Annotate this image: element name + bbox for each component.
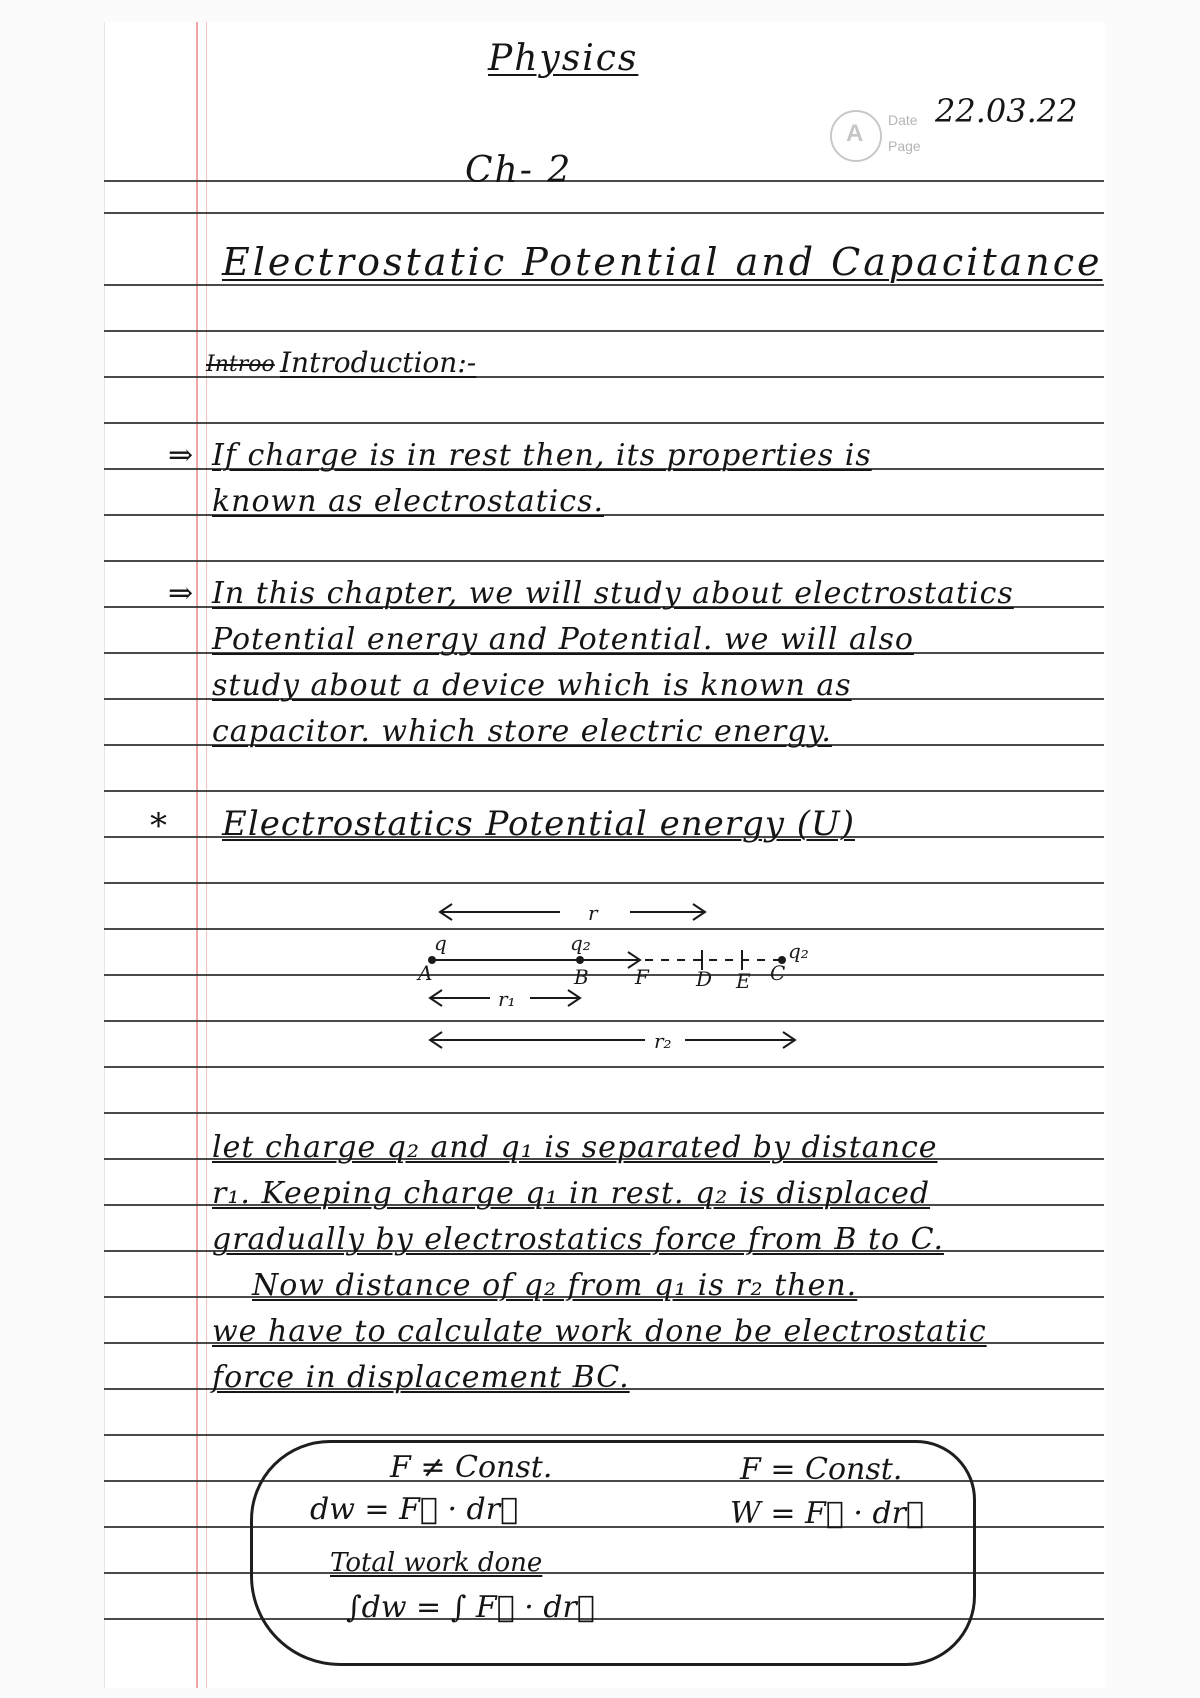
total-work-equation: ∫dw = ∫ F⃗ · dr⃗ [346,1590,595,1625]
label-r1: r₁ [498,987,516,1011]
total-work-label: Total work done [330,1548,543,1578]
para2-line4: capacitor. which store electric energy. [212,714,832,749]
ruled-line [104,284,1104,286]
para2-line3: study about a device which is known as [212,668,852,703]
ruled-line [104,1434,1104,1436]
bullet-marker: ⇒ [168,438,195,473]
ruled-line [104,422,1104,424]
label-f: F [635,965,649,989]
para3-line4: Now distance of q₂ from q₁ is r₂ then. [252,1268,858,1303]
variable-force-heading: F ≠ Const. [390,1450,553,1485]
constant-force-heading: F = Const. [740,1452,903,1487]
para3-line5: we have to calculate work done be electrostatic [212,1314,987,1349]
struck-word: Introo [206,352,275,377]
para1-line2: known as electrostatics. [212,484,604,519]
subject-heading: Physics [488,38,639,79]
ruled-line [104,882,1104,884]
para2-line1: In this chapter, we will study about electrostatics [212,576,1014,611]
chapter-heading: Ch- 2 [465,150,573,191]
charge-displacement-diagram [418,900,890,1080]
ruled-line [104,180,1104,182]
charge-q2-dot [576,956,584,964]
label-q2-end: q₂ [788,939,809,963]
label-d: D [696,967,713,991]
label-a: A [418,961,433,985]
margin-line [196,22,198,1688]
para1-line1: If charge is in rest then, its properties is [212,438,872,473]
ruled-line [104,212,1104,214]
constant-force-equation: W = F⃗ · dr⃗ [730,1496,925,1531]
para3-line1: let charge q₂ and q₁ is separated by distance [212,1130,938,1165]
section-heading: Electrostatics Potential energy (U) [222,804,855,844]
ruled-line [104,330,1104,332]
label-e: E [736,969,751,993]
label-q2: q₂ [570,931,591,955]
para3-line2: r₁. Keeping charge q₁ in rest. q₂ is displaced [212,1176,931,1211]
margin-line-secondary [206,22,207,1688]
page-title: Electrostatic Potential and Capacitance [222,240,1103,284]
variable-force-equation: dw = F⃗ · dr⃗ [310,1492,519,1527]
label-c: C [770,961,786,985]
ruled-line [104,560,1104,562]
intro-heading: Introduction:- [280,346,477,379]
page-label: Page [888,138,921,154]
notebook-logo-icon: A [830,110,882,162]
ruled-line [104,790,1104,792]
label-r2: r₂ [654,1029,672,1053]
para2-line2: Potential energy and Potential. we will also [212,622,914,657]
para3-line3: gradually by electrostatics force from B to C. [212,1222,945,1257]
date-label: Date [888,112,918,128]
date-value: 22.03.22 [935,92,1078,130]
label-q1: q [434,931,447,955]
label-r: r [588,901,598,925]
ruled-line [104,1112,1104,1114]
label-b: B [574,965,589,989]
bullet-marker: ⇒ [168,576,195,611]
star-marker: * [150,806,167,846]
para3-line6: force in displacement BC. [212,1360,630,1395]
